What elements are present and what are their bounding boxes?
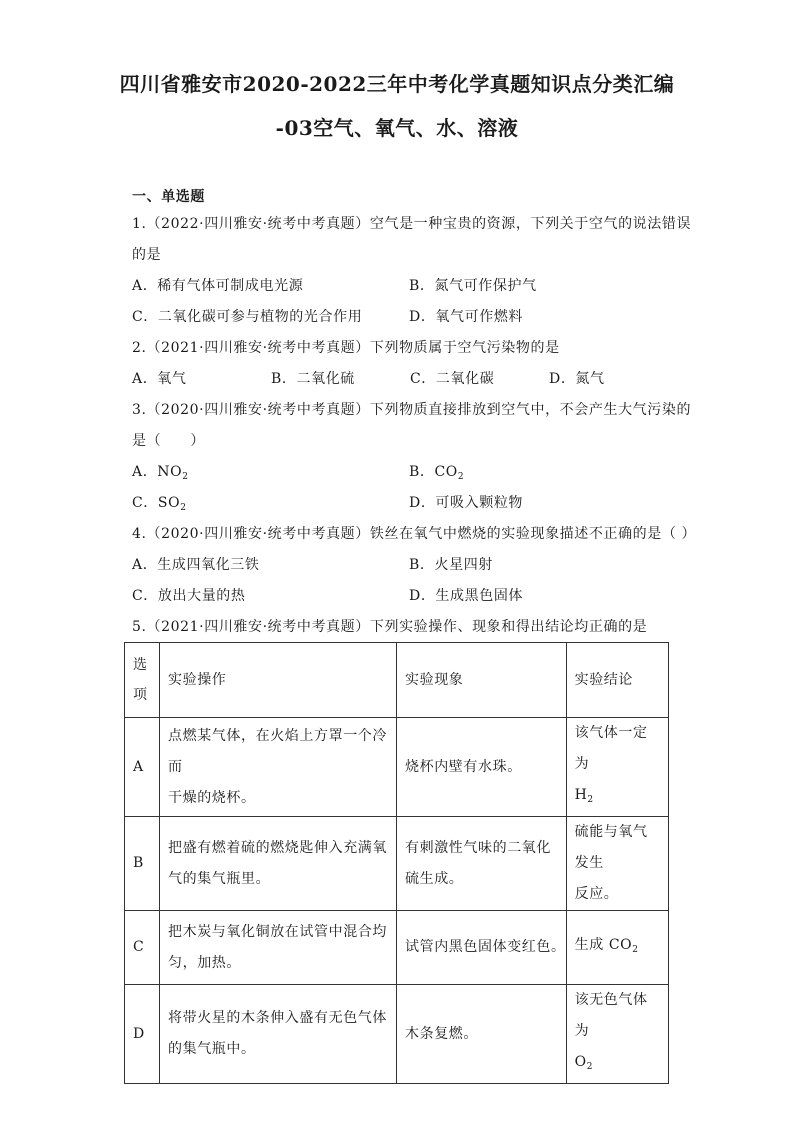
q2-option-d: D．氮气 [549,371,605,387]
row-conclusion: 生成 $CO_2$ [566,911,668,985]
q1-stem-line1: 1.（2022·四川雅安·统考中考真题）空气是一种宝贵的资源，下列关于空气的说法错误 [132,216,692,232]
row-operation: 把盛有燃着硫的燃烧匙伸入充满氧 气的集气瓶里。 [160,817,397,911]
q3-option-d: D．可吸入颗粒物 [409,495,524,511]
header-operation: 实验操作 [160,643,397,718]
row-phenomenon: 烧杯内壁有水珠。 [397,718,567,817]
row-phenomenon: 试管内黑色固体变红色。 [397,911,567,985]
q4-option-a: A．生成四氧化三铁 [132,557,260,573]
q4-option-b: B．火星四射 [409,557,493,573]
row-operation: 把木炭与氧化铜放在试管中混合均 匀，加热。 [160,911,397,985]
q2-option-c: C．二氧化碳 [410,371,495,387]
q4-option-c: C．放出大量的热 [132,588,246,604]
row-phenomenon: 木条复燃。 [397,985,567,1084]
header-phenomenon: 实验现象 [397,643,567,718]
q5-table [124,642,669,1084]
q2-stem: 2.（2021·四川雅安·统考中考真题）下列物质属于空气污染物的是 [132,340,560,356]
q2-option-b: B．二氧化硫 [271,371,355,387]
row-option: A [125,718,160,817]
row-option: C [125,911,160,985]
q3-option-b: B．$CO_2$ [409,464,465,482]
q3-stem-line1: 3.（2020·四川雅安·统考中考真题）下列物质直接排放到空气中，不会产生大气污染的 [132,402,692,418]
row-conclusion: 该无色气体为 $O_2$ [566,985,668,1084]
row-phenomenon: 有刺激性气味的二氧化 硫生成。 [397,817,567,911]
row-option: B [125,817,160,911]
row-option: D [125,985,160,1084]
table-row [125,985,669,1084]
row-operation: 将带火星的木条伸入盛有无色气体 的集气瓶中。 [160,985,397,1084]
q4-option-d: D．生成黑色固体 [409,588,524,604]
header-option: 选项 [125,643,160,718]
header-conclusion: 实验结论 [566,643,668,718]
q5-stem: 5.（2021·四川雅安·统考中考真题）下列实验操作、现象和得出结论均正确的是 [132,619,648,635]
q1-stem-line2: 的是 [132,247,162,263]
q4-stem: 4.（2020·四川雅安·统考中考真题）铁丝在氧气中燃烧的实验现象描述不正确的是（ ） [132,526,697,542]
q1-option-b: B．氮气可作保护气 [409,278,537,294]
table-row [125,718,669,817]
table-header-row [125,643,669,718]
q3-option-c: C．$SO_2$ [132,495,187,513]
q1-option-c: C．二氧化碳可参与植物的光合作用 [132,309,363,325]
q1-option-a: A．稀有气体可制成电光源 [132,278,304,294]
row-conclusion: 硫能与氧气发生 反应。 [566,817,668,911]
table-row [125,817,669,911]
row-conclusion: 该气体一定为 $H_2$ [566,718,668,817]
q3-option-a: A．$NO_2$ [132,464,189,482]
section-heading: 一、单选题 [132,189,205,205]
doc-title-line2: -03空气、氧气、水、溶液 [275,116,519,140]
q2-option-a: A．氧气 [132,371,187,387]
row-operation: 点燃某气体，在火焰上方罩一个冷而 干燥的烧杯。 [160,718,397,817]
q3-stem-line2: 是（ ） [132,433,205,449]
doc-title-line1: 四川省雅安市2020-2022三年中考化学真题知识点分类汇编 [119,72,675,96]
table-row [125,911,669,985]
q1-option-d: D．氧气可作燃料 [409,309,524,325]
